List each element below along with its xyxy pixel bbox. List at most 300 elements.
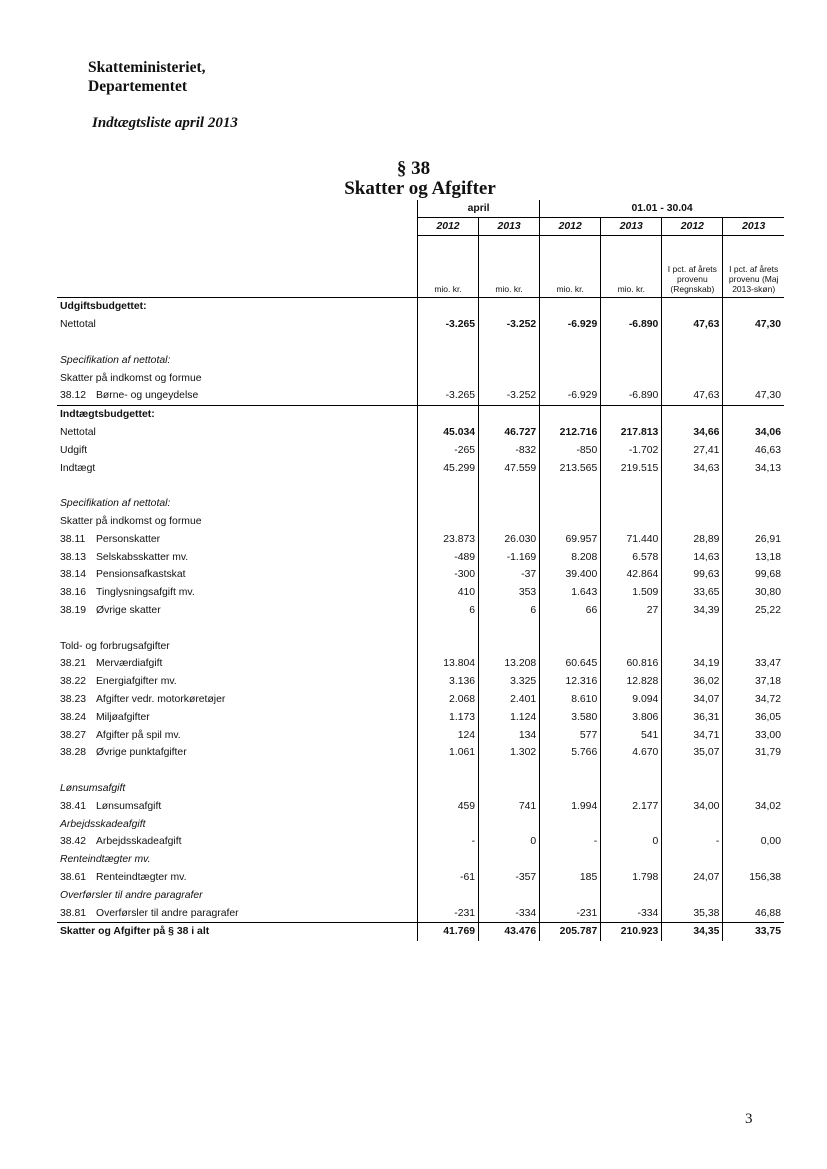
value-cell: 1.509 (601, 584, 662, 602)
row-label-text: Pensionsafkastskat (96, 569, 186, 581)
value-cell (723, 477, 784, 495)
value-cell (540, 298, 601, 316)
value-cell (417, 780, 478, 798)
row-label (57, 602, 417, 620)
value-cell: 0 (601, 833, 662, 851)
value-cell: 3.580 (540, 708, 601, 726)
value-cell (417, 762, 478, 780)
value-cell: 34,06 (723, 424, 784, 442)
period-ytd-header: 01.01 - 30.04 (540, 200, 784, 218)
header-corner-cell (57, 236, 417, 298)
value-cell (723, 762, 784, 780)
row-label (57, 369, 417, 387)
table-row (57, 548, 784, 566)
value-cell (601, 405, 662, 423)
table-row (57, 708, 784, 726)
row-label (57, 780, 417, 798)
value-cell (479, 298, 540, 316)
account-code: 38.23 (60, 694, 87, 706)
row-label-text: Skatter og Afgifter på § 38 i alt (60, 926, 210, 938)
value-cell: 8.610 (540, 691, 601, 709)
value-cell: 99,68 (723, 566, 784, 584)
value-cell: 217.813 (601, 424, 662, 442)
value-cell (479, 369, 540, 387)
value-cell (662, 762, 723, 780)
row-label (57, 922, 417, 940)
value-cell (479, 495, 540, 513)
value-cell (662, 495, 723, 513)
value-cell: 1.643 (540, 584, 601, 602)
row-label (57, 584, 417, 602)
year-header: 2013 (723, 218, 784, 236)
table-row (57, 441, 784, 459)
row-label-text: Miljøafgifter (96, 711, 150, 723)
value-cell: -265 (417, 441, 478, 459)
value-cell: 210.923 (601, 922, 662, 940)
value-cell (417, 637, 478, 655)
value-cell (540, 477, 601, 495)
row-label-text: Udgiftsbudgettet: (60, 301, 147, 313)
value-cell (662, 405, 723, 423)
value-cell: 60.645 (540, 655, 601, 673)
row-label (57, 513, 417, 531)
value-cell (601, 369, 662, 387)
value-cell: 134 (479, 726, 540, 744)
row-label-text: Skatter på indkomst og formue (60, 372, 202, 384)
value-cell: 23.873 (417, 530, 478, 548)
value-cell: -3.252 (479, 387, 540, 405)
value-cell: 156,38 (723, 869, 784, 887)
table-row (57, 316, 784, 334)
value-cell (479, 815, 540, 833)
value-cell: 34,72 (723, 691, 784, 709)
row-label-text: Renteindtægter mv. (96, 871, 187, 883)
row-label (57, 762, 417, 780)
value-cell (540, 495, 601, 513)
table-row (57, 369, 784, 387)
value-cell (479, 619, 540, 637)
year-header: 2012 (662, 218, 723, 236)
table-row (57, 334, 784, 352)
account-code: 38.13 (60, 551, 87, 563)
value-cell: - (417, 833, 478, 851)
table-row (57, 726, 784, 744)
value-cell (662, 815, 723, 833)
value-cell: 26.030 (479, 530, 540, 548)
row-label-text: Afgifter vedr. motorkøretøjer (96, 694, 226, 706)
value-cell: 6 (479, 602, 540, 620)
row-label (57, 334, 417, 352)
table-row (57, 405, 784, 423)
table-row (57, 655, 784, 673)
value-cell: -832 (479, 441, 540, 459)
value-cell (479, 351, 540, 369)
account-code: 38.12 (60, 390, 87, 402)
value-cell (723, 495, 784, 513)
value-cell: 577 (540, 726, 601, 744)
table-row (57, 691, 784, 709)
value-cell (723, 815, 784, 833)
section-title: Skatter og Afgifter (344, 178, 496, 199)
unit-header: I pct. af årets provenu (Maj 2013-skøn) (723, 236, 784, 298)
value-cell: 46,63 (723, 441, 784, 459)
value-cell: -231 (540, 904, 601, 922)
value-cell: 47.559 (479, 459, 540, 477)
value-cell (723, 351, 784, 369)
value-cell: 25,22 (723, 602, 784, 620)
value-cell (723, 369, 784, 387)
row-label (57, 548, 417, 566)
value-cell: -1.702 (601, 441, 662, 459)
value-cell: 46,88 (723, 904, 784, 922)
value-cell: - (662, 833, 723, 851)
value-cell: 741 (479, 797, 540, 815)
value-cell (417, 405, 478, 423)
value-cell: 35,38 (662, 904, 723, 922)
value-cell: 47,63 (662, 316, 723, 334)
value-cell: 1.124 (479, 708, 540, 726)
value-cell (601, 298, 662, 316)
value-cell (601, 513, 662, 531)
value-cell: 1.173 (417, 708, 478, 726)
account-code: 38.81 (60, 907, 87, 919)
value-cell: 13.208 (479, 655, 540, 673)
row-label (57, 673, 417, 691)
row-label (57, 530, 417, 548)
value-cell: 28,89 (662, 530, 723, 548)
value-cell (723, 334, 784, 352)
value-cell: 5.766 (540, 744, 601, 762)
unit-header: mio. kr. (479, 236, 540, 298)
value-cell: 213.565 (540, 459, 601, 477)
value-cell: 6.578 (601, 548, 662, 566)
value-cell (601, 334, 662, 352)
account-code: 38.42 (60, 836, 87, 848)
value-cell: 47,63 (662, 387, 723, 405)
value-cell (540, 780, 601, 798)
year-header: 2012 (417, 218, 478, 236)
row-label (57, 405, 417, 423)
table-row (57, 602, 784, 620)
value-cell (662, 886, 723, 904)
row-label (57, 619, 417, 637)
value-cell: 37,18 (723, 673, 784, 691)
value-cell: 13,18 (723, 548, 784, 566)
value-cell (662, 334, 723, 352)
value-cell (601, 477, 662, 495)
value-cell (662, 780, 723, 798)
row-label (57, 441, 417, 459)
value-cell: 45.299 (417, 459, 478, 477)
value-cell (479, 851, 540, 869)
value-cell: 0,00 (723, 833, 784, 851)
row-label-text: Lønsumsafgift (60, 783, 126, 794)
value-cell (479, 334, 540, 352)
value-cell: 1.798 (601, 869, 662, 887)
table-row (57, 637, 784, 655)
row-label (57, 833, 417, 851)
value-cell: -489 (417, 548, 478, 566)
value-cell: 34,13 (723, 459, 784, 477)
row-label (57, 495, 417, 513)
value-cell (417, 851, 478, 869)
row-label (57, 637, 417, 655)
value-cell: 71.440 (601, 530, 662, 548)
table-row (57, 530, 784, 548)
table-row (57, 869, 784, 887)
value-cell: -850 (540, 441, 601, 459)
value-cell: 14,63 (662, 548, 723, 566)
value-cell (479, 886, 540, 904)
value-cell (662, 351, 723, 369)
value-cell (540, 815, 601, 833)
value-cell (601, 495, 662, 513)
row-label (57, 869, 417, 887)
value-cell (417, 886, 478, 904)
value-cell: 30,80 (723, 584, 784, 602)
value-cell (723, 637, 784, 655)
account-code: 38.41 (60, 800, 87, 812)
value-cell: 41.769 (417, 922, 478, 940)
value-cell: 27,41 (662, 441, 723, 459)
value-cell (479, 513, 540, 531)
value-cell (662, 851, 723, 869)
value-cell (540, 334, 601, 352)
value-cell (479, 405, 540, 423)
value-cell: 2.177 (601, 797, 662, 815)
row-label-text: Told- og forbrugsafgifter (60, 640, 170, 652)
value-cell: 212.716 (540, 424, 601, 442)
row-label-text: Renteindtægter mv. (60, 854, 151, 866)
year-header: 2013 (601, 218, 662, 236)
value-cell: - (540, 833, 601, 851)
value-cell: 4.670 (601, 744, 662, 762)
row-label-text: Børne- og ungeydelse (96, 390, 199, 402)
table-row (57, 904, 784, 922)
value-cell (601, 619, 662, 637)
row-label-text: Nettotal (60, 427, 96, 439)
value-cell: 34,66 (662, 424, 723, 442)
value-cell: -37 (479, 566, 540, 584)
value-cell (601, 815, 662, 833)
value-cell: 43.476 (479, 922, 540, 940)
table-row (57, 619, 784, 637)
year-header: 2012 (540, 218, 601, 236)
row-label-text: Nettotal (60, 319, 96, 331)
table-row (57, 815, 784, 833)
table-row (57, 495, 784, 513)
value-cell (601, 851, 662, 869)
value-cell: 24,07 (662, 869, 723, 887)
value-cell: 36,05 (723, 708, 784, 726)
value-cell (540, 513, 601, 531)
section-number: § 38 (396, 158, 431, 179)
row-label-text: Overførsler til andre paragrafer (96, 907, 239, 919)
value-cell: 459 (417, 797, 478, 815)
value-cell (540, 762, 601, 780)
value-cell: 99,63 (662, 566, 723, 584)
table-row (57, 797, 784, 815)
value-cell (601, 886, 662, 904)
value-cell: -357 (479, 869, 540, 887)
value-cell: 1.061 (417, 744, 478, 762)
row-label (57, 424, 417, 442)
row-label (57, 387, 417, 405)
value-cell: 3.136 (417, 673, 478, 691)
value-cell (601, 351, 662, 369)
table-row (57, 566, 784, 584)
account-code: 38.27 (60, 729, 87, 741)
value-cell: 60.816 (601, 655, 662, 673)
value-cell (662, 619, 723, 637)
row-label (57, 351, 417, 369)
value-cell: 42.864 (601, 566, 662, 584)
account-code: 38.61 (60, 871, 87, 883)
table-row (57, 298, 784, 316)
value-cell: -334 (479, 904, 540, 922)
value-cell: 27 (601, 602, 662, 620)
table-row (57, 922, 784, 940)
value-cell (417, 477, 478, 495)
value-cell: -1.169 (479, 548, 540, 566)
value-cell (723, 619, 784, 637)
value-cell (723, 780, 784, 798)
value-cell (417, 351, 478, 369)
table-row (57, 513, 784, 531)
table-row (57, 780, 784, 798)
row-label (57, 477, 417, 495)
value-cell (540, 619, 601, 637)
value-cell: 34,39 (662, 602, 723, 620)
value-cell (540, 351, 601, 369)
row-label-text: Øvrige skatter (96, 605, 161, 617)
value-cell (601, 762, 662, 780)
org-line-2: Departementet (88, 78, 187, 95)
value-cell: -231 (417, 904, 478, 922)
account-code: 38.28 (60, 747, 87, 759)
row-label-text: Arbejdsskadeafgift (60, 818, 146, 830)
value-cell: 34,35 (662, 922, 723, 940)
year-header: 2013 (479, 218, 540, 236)
value-cell (601, 637, 662, 655)
account-code: 38.14 (60, 569, 87, 581)
value-cell: -300 (417, 566, 478, 584)
account-code: 38.22 (60, 676, 87, 688)
row-label (57, 691, 417, 709)
value-cell: 39.400 (540, 566, 601, 584)
value-cell (723, 886, 784, 904)
value-cell (601, 780, 662, 798)
row-label (57, 797, 417, 815)
value-cell (723, 513, 784, 531)
value-cell: 2.068 (417, 691, 478, 709)
table-row (57, 762, 784, 780)
value-cell (417, 298, 478, 316)
value-cell (540, 369, 601, 387)
value-cell: 1.302 (479, 744, 540, 762)
value-cell: 34,71 (662, 726, 723, 744)
unit-header: mio. kr. (417, 236, 478, 298)
account-code: 38.21 (60, 658, 87, 670)
table-row (57, 477, 784, 495)
value-cell (662, 513, 723, 531)
value-cell (662, 298, 723, 316)
row-label-text: Tinglysningsafgift mv. (96, 587, 195, 599)
value-cell: 45.034 (417, 424, 478, 442)
value-cell: 34,63 (662, 459, 723, 477)
value-cell (540, 851, 601, 869)
value-cell: 31,79 (723, 744, 784, 762)
value-cell: 34,07 (662, 691, 723, 709)
value-cell: -61 (417, 869, 478, 887)
header-corner-cell (57, 218, 417, 236)
value-cell (723, 851, 784, 869)
value-cell (417, 334, 478, 352)
row-label-text: Indtægtsbudgettet: (60, 409, 155, 421)
row-label-text: Overførsler til andre paragrafer (60, 889, 203, 901)
row-label (57, 744, 417, 762)
budget-table (57, 200, 784, 941)
value-cell: -3.265 (417, 387, 478, 405)
value-cell: 8.208 (540, 548, 601, 566)
value-cell: 13.804 (417, 655, 478, 673)
row-label (57, 298, 417, 316)
row-label-text: Skatter på indkomst og formue (60, 516, 202, 528)
row-label-text: Indtægt (60, 462, 96, 474)
value-cell (417, 513, 478, 531)
account-code: 38.16 (60, 587, 87, 599)
value-cell: 2.401 (479, 691, 540, 709)
table-row (57, 833, 784, 851)
value-cell: 33,00 (723, 726, 784, 744)
row-label-text: Energiafgifter mv. (96, 676, 177, 688)
value-cell: 185 (540, 869, 601, 887)
value-cell: 6 (417, 602, 478, 620)
value-cell (662, 369, 723, 387)
table-row (57, 851, 784, 869)
row-label (57, 708, 417, 726)
value-cell (479, 477, 540, 495)
value-cell: 12.828 (601, 673, 662, 691)
unit-header: mio. kr. (601, 236, 662, 298)
row-label-text: Arbejdsskadeafgift (96, 836, 182, 848)
value-cell (540, 637, 601, 655)
row-label (57, 851, 417, 869)
value-cell (417, 815, 478, 833)
value-cell: 35,07 (662, 744, 723, 762)
row-label-text: Specifikation af nettotal: (60, 498, 171, 510)
row-label (57, 886, 417, 904)
row-label-text: Afgifter på spil mv. (96, 729, 181, 741)
value-cell: 3.325 (479, 673, 540, 691)
row-label-text: Merværdiafgift (96, 658, 163, 670)
value-cell: 36,02 (662, 673, 723, 691)
table-row (57, 886, 784, 904)
value-cell: 0 (479, 833, 540, 851)
value-cell: -6.890 (601, 316, 662, 334)
value-cell (540, 886, 601, 904)
value-cell: 219.515 (601, 459, 662, 477)
value-cell: 353 (479, 584, 540, 602)
account-code: 38.19 (60, 605, 87, 617)
value-cell (417, 619, 478, 637)
table-row (57, 387, 784, 405)
row-label (57, 566, 417, 584)
table-row (57, 424, 784, 442)
row-label (57, 904, 417, 922)
row-label-text: Lønsumsafgift (96, 800, 162, 812)
value-cell: 69.957 (540, 530, 601, 548)
